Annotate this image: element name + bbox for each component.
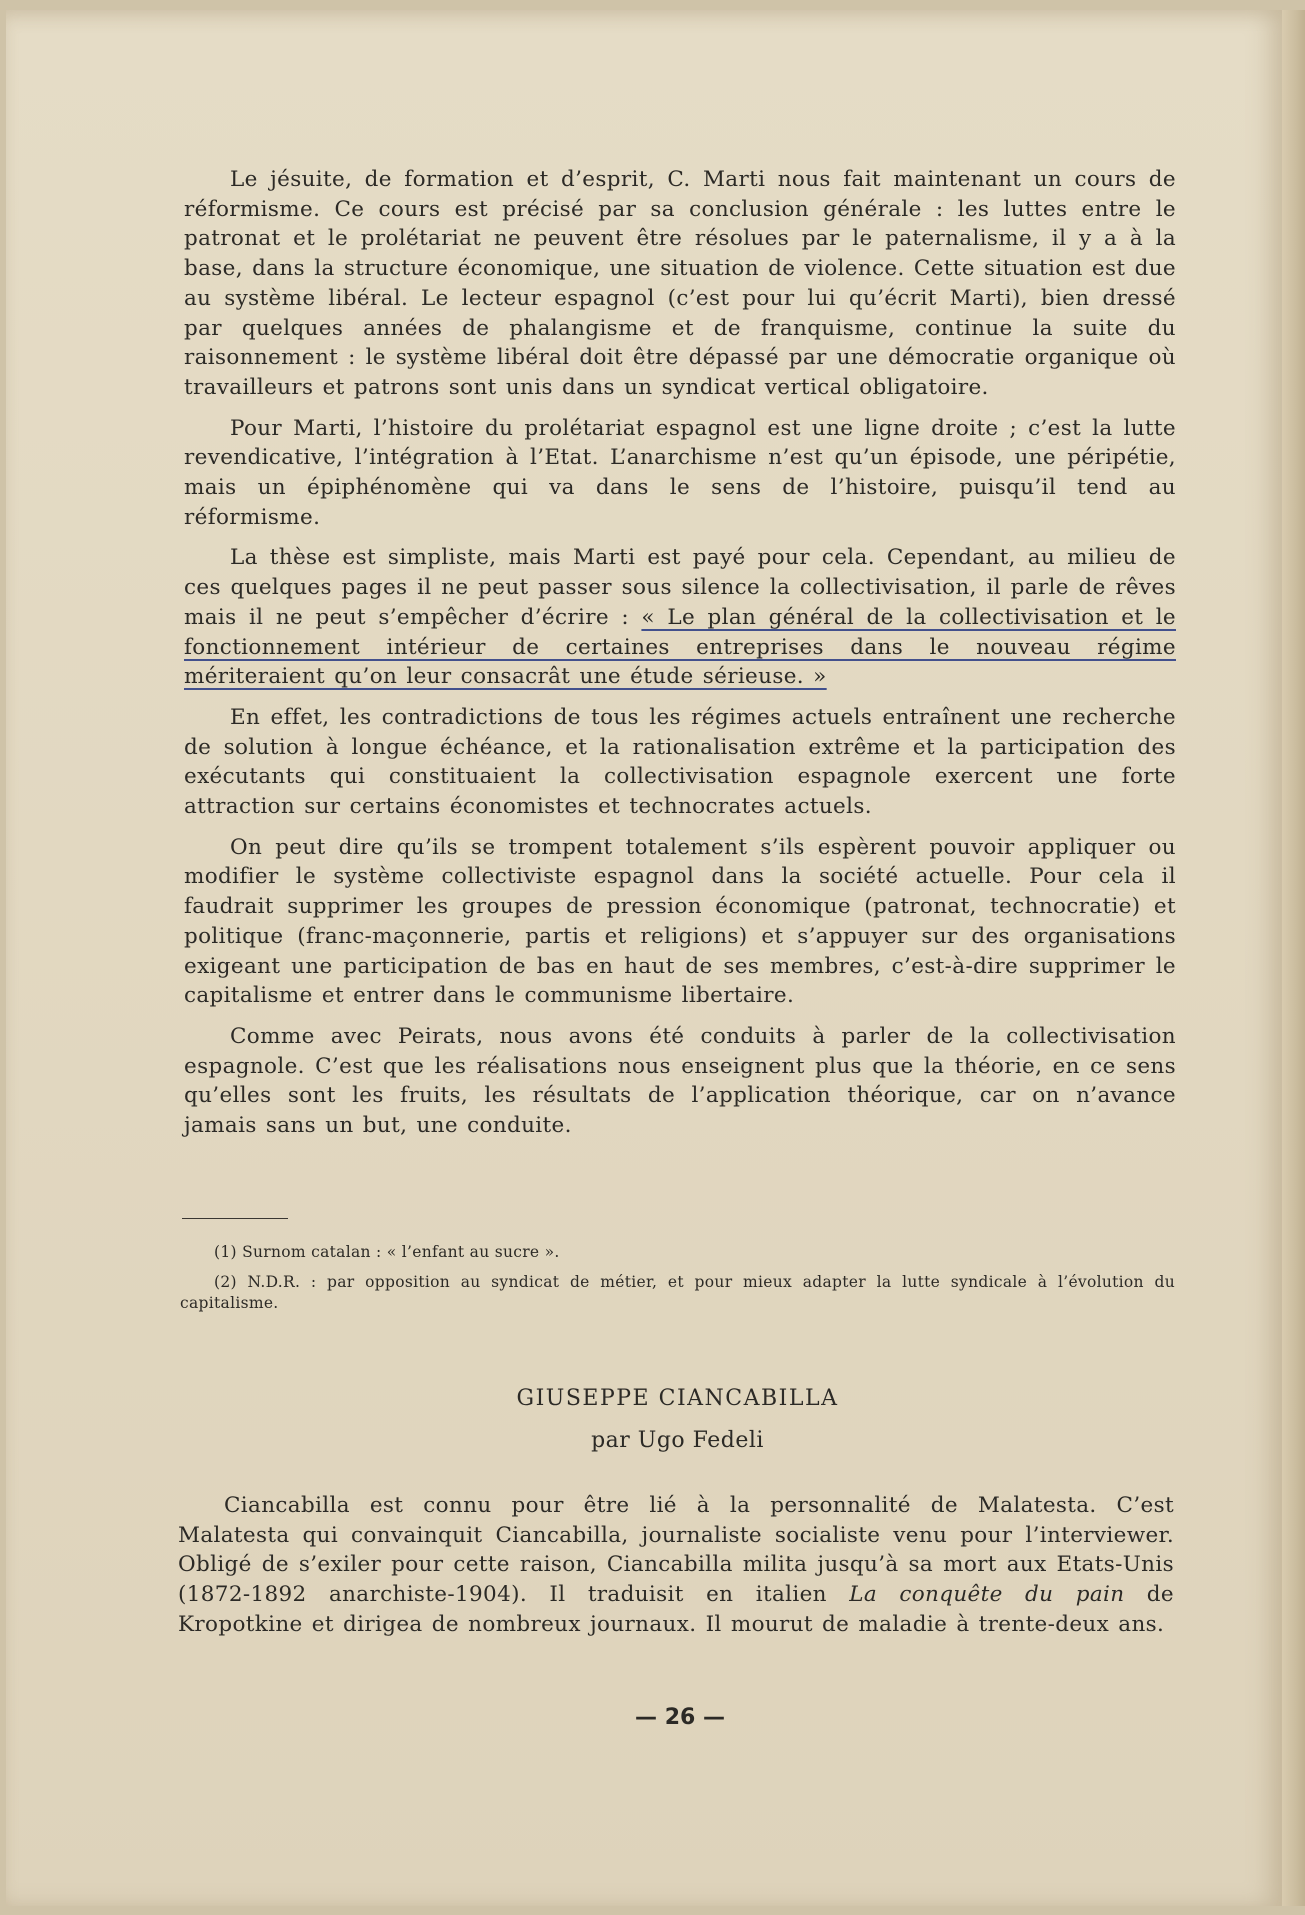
footnote-rule [182,1218,288,1219]
paragraph-1: Le jésuite, de formation et d’esprit, C. Marti nous fait maintenant un cours de réformisme. Ce cours est précisé par sa conclusion générale : les luttes entre le patronat et le prolétariat ne peuvent être résolues par le paternalisme, il y a à la base, dans la structure économique, une situation de violence. Cette situation est due au système libéral. Le lecteur espagnol (c’est pour lui qu’écrit Marti), bien dressé par quelques années de phalangisme et de franquisme, continue la suite du raisonnement : le système libéral doit être dépassé par une démocratie organique où travailleurs et patrons sont unis dans un syndicat vertical obligatoire. [184,167,1176,400]
main-text [184,165,1176,1152]
section-title: GIUSEPPE CIANCABILLA [516,1386,839,1411]
underlined-quote: « Le plan général de la collectivisation et le fonctionnement intérieur de certaines entreprises dans le nouveau régime mériteraient qu’on leur consacrât une étude sérieuse. » [184,604,1176,690]
section-text [178,1491,1174,1651]
section-paragraph-text: Ciancabilla est connu pour être lié à la personnalité de Malatesta. C’est Malatesta qui convainquit Ciancabilla, journaliste socialiste venu pour l’interviewer. Obligé de s’exiler pour cette raison, Ciancabilla milita jusqu’à sa mort aux Etats-Unis (1872-1892 anarchiste-1904). Il traduisit en italien [178,1493,1174,1608]
page-number: — 26 — [635,1705,725,1730]
section-author: par Ugo Fedeli [591,1428,764,1453]
section-paragraph-end: de Kropotkine et dirigea de nombreux journaux. Il mourut de maladie à trente-deux ans. [178,1582,1174,1637]
page-edge [1282,10,1305,1906]
footnote-2: (2) N.D.R. : par opposition au syndicat de métier, et pour mieux adapter la lutte syndicale à l’évolution du capitalisme. [180,1273,1175,1312]
paragraph-5: On peut dire qu’ils se trompent totalement s’ils espèrent pouvoir appliquer ou modifier le système collectiviste espagnol dans la société actuelle. Pour cela il faudrait supprimer les groupes de pression économique (patronat, technocratie) et politique (franc-maçonnerie, partis et religions) et s’appuyer sur des organisations exigeant une participation de bas en haut de ses membres, c’est-à-dire supprimer le capitalisme et entrer dans le communisme libertaire. [184,834,1176,1009]
footnotes [180,1242,1175,1323]
paragraph-6: Comme avec Peirats, nous avons été conduits à parler de la collectivisation espagnole. C’est que les réalisations nous enseignent plus que la théorie, en ce sens qu’elles sont les fruits, les résultats de l’application théorique, car on n’avance jamais sans un but, une conduite. [184,1023,1176,1139]
paragraph-2: Pour Marti, l’histoire du prolétariat espagnol est une ligne droite ; c’est la lutte revendicative, l’intégration à l’Etat. L’anarchisme n’est qu’un épisode, une péripétie, mais un épiphénomène qui va dans le sens de l’histoire, puisqu’il tend au réformisme. [184,415,1176,530]
footnote-1: (1) Surnom catalan : « l’enfant au sucre ». [214,1243,560,1261]
paragraph-3 [184,543,1176,692]
section-paragraph [178,1491,1174,1640]
paragraph-3-text: La thèse est simpliste, mais Marti est payé pour cela. Cependant, au milieu de ces quelques pages il ne peut passer sous silence la collectivisation, il parle de rêves mais il ne peut s’empêcher d’écrire : [184,545,1176,630]
book-title: La conquête du pain [849,1582,1125,1608]
paragraph-4: En effet, les contradictions de tous les régimes actuels entraînent une recherche de solution à longue échéance, et la rationalisation extrême et la participation des exécutants qui constituaient la collectivisation espagnole exercent une forte attraction sur certains économistes et technocrates actuels. [184,704,1176,820]
